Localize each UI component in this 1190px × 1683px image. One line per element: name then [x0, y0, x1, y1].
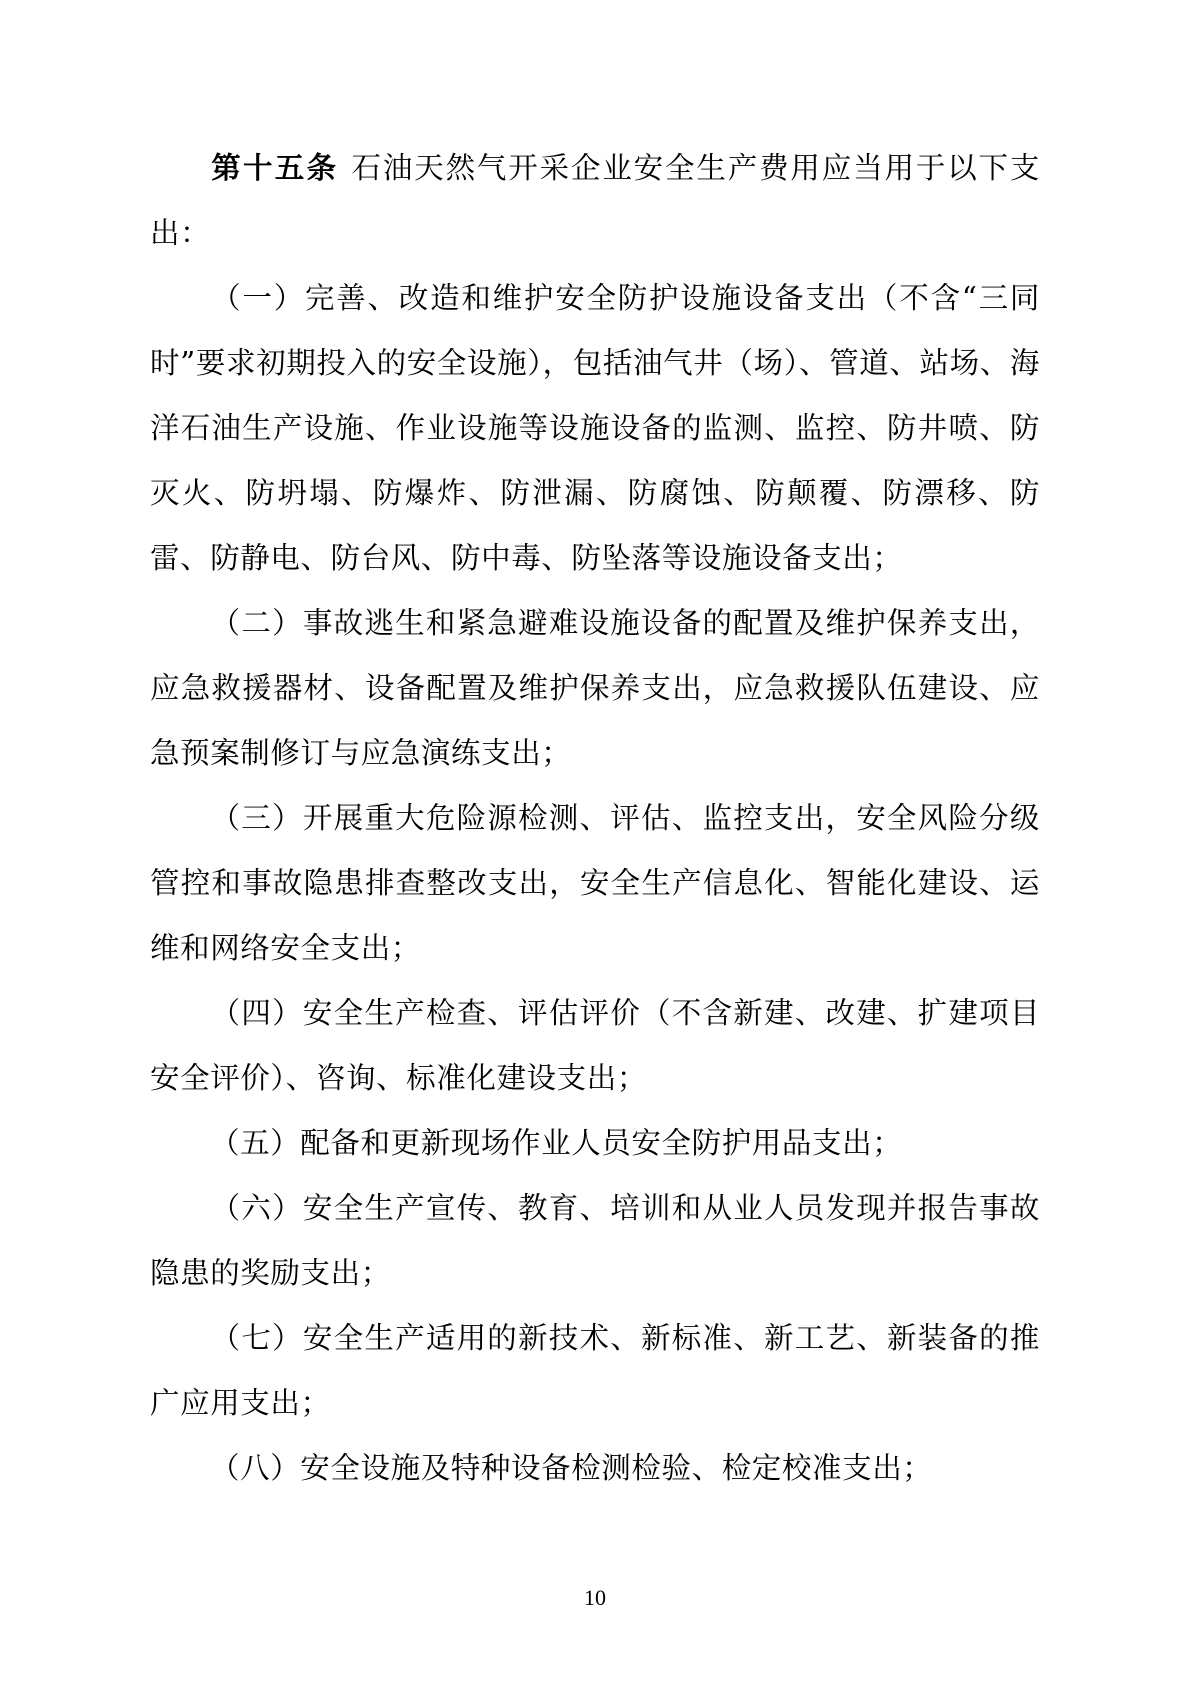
list-item-2 [150, 591, 1040, 786]
list-item-7 [150, 1306, 1040, 1436]
list-item-3 [150, 786, 1040, 981]
list-item-4 [150, 981, 1040, 1111]
list-item-text: （六）安全生产宣传、教育、培训和从业人员发现并报告事故隐患的奖励支出； [150, 1191, 1040, 1290]
article-label: 第十五条 [210, 150, 339, 185]
list-item-text: （三）开展重大危险源检测、评估、监控支出，安全风险分级管控和事故隐患排查整改支出，安全生产信息化、智能化建设、运维和网络安全支出； [150, 801, 1040, 965]
list-item-text: （二）事故逃生和紧急避难设施设备的配置及维护保养支出，应急救援器材、设备配置及维护保养支出，应急救援队伍建设、应急预案制修订与应急演练支出； [150, 606, 1040, 770]
list-item-text: （四）安全生产检查、评估评价（不含新建、改建、扩建项目安全评价）、咨询、标准化建设支出； [150, 996, 1040, 1095]
article-paragraph [150, 135, 1040, 266]
list-item-text: （五）配备和更新现场作业人员安全防护用品支出； [210, 1126, 903, 1160]
list-item-5 [150, 1111, 1040, 1176]
article-lead-text: 石油天然气开采企业安全生产费用应当用于以下支出： [150, 151, 1040, 250]
list-item-8 [150, 1436, 1040, 1501]
list-item-6 [150, 1176, 1040, 1306]
list-item-text: （八）安全设施及特种设备检测检验、检定校准支出； [210, 1451, 933, 1485]
document-body [150, 135, 1040, 1501]
list-item-text: （一）完善、改造和维护安全防护设施设备支出（不含“三同时”要求初期投入的安全设施），包括油气井（场）、管道、站场、海洋石油生产设施、作业设施等设施设备的监测、监控、防井喷、防灭火、防坍塌、防爆炸、防泄漏、防腐蚀、防颠覆、防漂移、防雷、防静电、防台风、防中毒、防坠落等设施设备支出； [150, 281, 1040, 575]
page-number: 10 [584, 1585, 606, 1610]
list-item-1 [150, 266, 1040, 591]
list-item-text: （七）安全生产适用的新技术、新标准、新工艺、新装备的推广应用支出； [150, 1321, 1040, 1420]
